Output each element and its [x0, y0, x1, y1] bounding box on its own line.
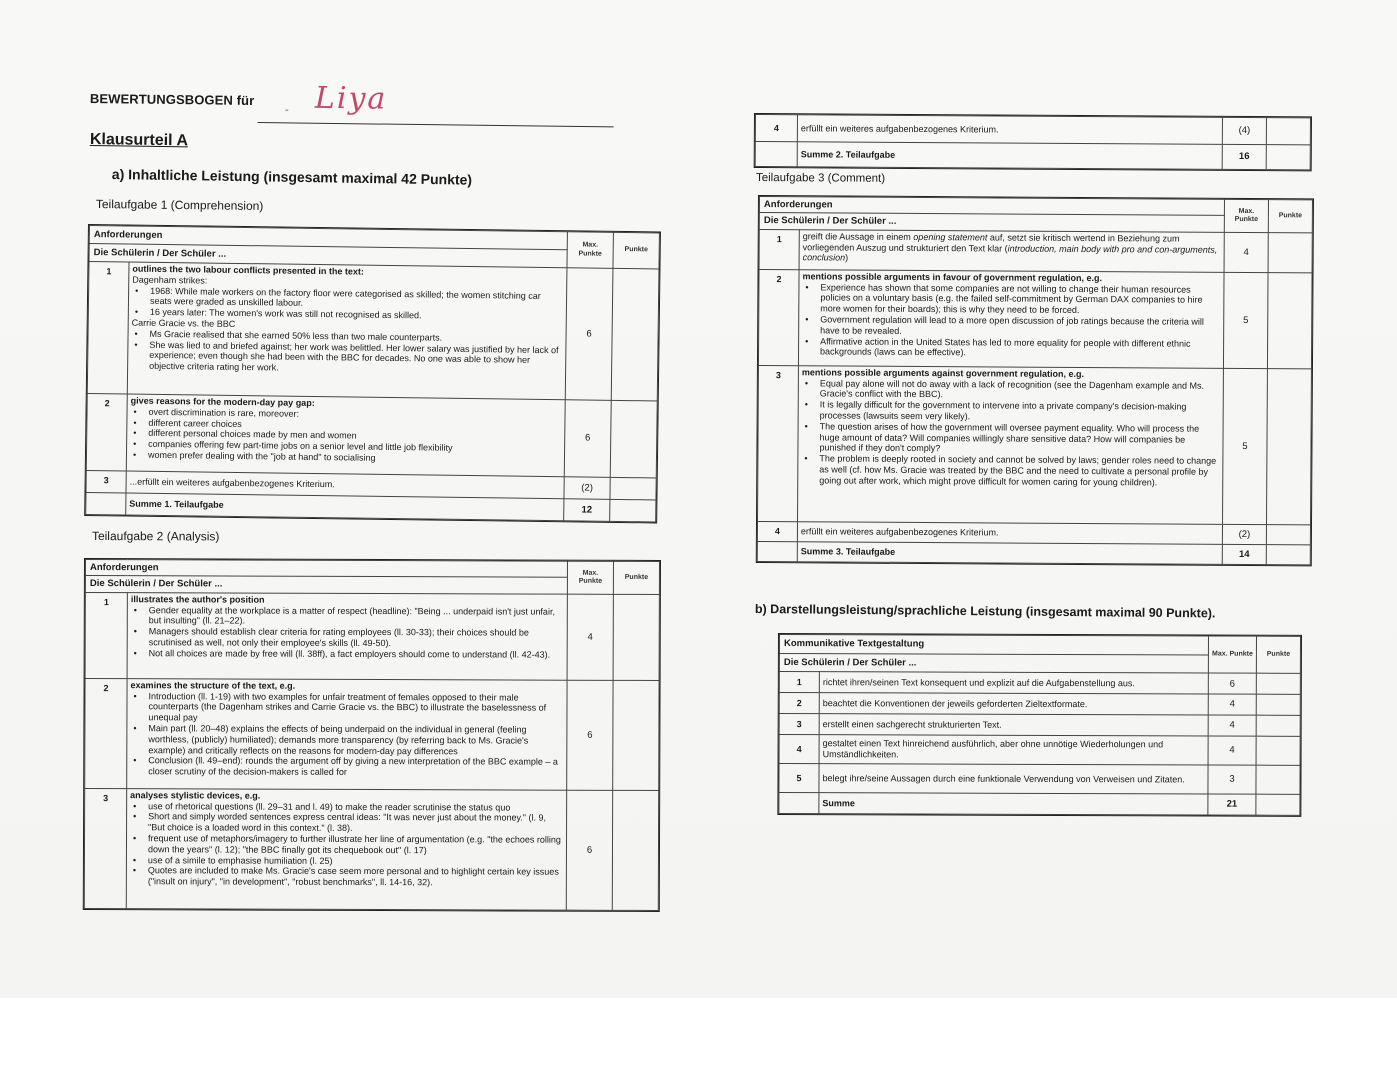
- points-cell: [610, 499, 656, 522]
- max-points: 4: [1208, 736, 1256, 765]
- criterion-text-part: auf, setzt sie kritisch wertend in Beziehung zum vorliegenden Auszug und strukturiert den Text klar (: [802, 232, 1180, 254]
- sum-value: 14: [1222, 544, 1266, 564]
- empty-cell: [755, 142, 797, 167]
- max-points: 4: [1208, 715, 1256, 736]
- criterion-text: beachtet die Konventionen der jeweils geforderten Zieltextformate.: [819, 693, 1208, 715]
- list-item: • Experience has shown that some companies are not willing to change their human resources policies on a voluntary basis (e.g. the failed self-commitment by German DAX companies to hire more women for their boards); this is why they need to be forced.: [802, 282, 1220, 317]
- list-item: • Main part (ll. 20–48) explains the effects of being underpaid on the individual in general (feeling worthless, (publicly) humiliated); demands more transparency (by referring back to Ms. Gracie's example) and critically reflects on the reasons for modern-day pay differences: [130, 723, 563, 757]
- list-item: • use of a simile to emphasise humiliation (l. 25): [130, 855, 563, 867]
- row-number: 4: [779, 734, 819, 763]
- row-number: 2: [758, 269, 799, 365]
- criterion-heading: examines the structure of the text, e.g.: [130, 679, 296, 691]
- list-item: • women prefer dealing with the "job at hand" to socialising: [130, 450, 561, 466]
- task3-table: [756, 195, 1314, 566]
- list-item: • Short and simply worded sentences express central ideas: "It was never just about the money." (l. 9, "But choice is a loaded word in this context." (l. 38).: [130, 812, 563, 835]
- task1-label-paren: (Comprehension): [170, 197, 264, 214]
- list-item: • Conclusion (ll. 49–end): rounds the argument off by giving a new interpretation of the BBC example – a closer scrutiny of the decision-makers is called for: [130, 756, 563, 779]
- punkte-header: Punkte: [1256, 636, 1300, 674]
- row-number: 3: [779, 714, 819, 735]
- row-number: 4: [757, 522, 797, 542]
- criterion-heading: outlines the two labour conflicts presented in the text:: [132, 263, 364, 277]
- section-b-heading: b) Darstellungsleistung/sprachliche Leistung (insgesamt maximal 90 Punkte).: [754, 602, 1216, 621]
- criterion-text: [798, 270, 1224, 369]
- empty-cell: [86, 492, 126, 515]
- row-number: 4: [755, 115, 797, 143]
- sum-label: Summe: [819, 793, 1208, 815]
- row-number: 1: [759, 229, 799, 269]
- criterion-list: [132, 285, 563, 323]
- points-cell: [1266, 545, 1310, 565]
- task2-table: [83, 558, 661, 912]
- form-title: BEWERTUNGSBOGEN für: [89, 90, 255, 109]
- punkte-header: Punkte: [613, 232, 659, 269]
- criterion-subheading: Dagenham strikes:: [132, 274, 208, 286]
- max-points: 5: [1223, 272, 1268, 368]
- empty-cell: [779, 793, 819, 814]
- max-points: (2): [1222, 524, 1266, 544]
- points-cell: [1256, 765, 1300, 794]
- points-cell: [613, 594, 659, 680]
- task2-continuation-table: [754, 113, 1312, 171]
- list-item: • different career choices: [130, 417, 561, 433]
- anforderungen-header: Anforderungen: [759, 197, 1224, 216]
- criterion-heading: gives reasons for the modern-day pay gap:: [130, 395, 315, 408]
- criterion-text: [799, 230, 1224, 273]
- schueler-header: Die Schülerin / Der Schüler ...: [759, 213, 1224, 232]
- anforderungen-header: Anforderungen: [85, 560, 567, 578]
- partb-table: [777, 633, 1302, 817]
- criterion-text: belegt ihre/seine Aussagen durch eine funktionale Verwendung von Verweisen und Zitaten.: [819, 764, 1208, 794]
- list-item: • Not all choices are made by free will (ll. 38ff), a fact employers should come to understand (ll. 42-43).: [131, 648, 564, 660]
- list-item: • different personal choices made by men and women: [130, 428, 561, 444]
- criterion-heading: mentions possible arguments in favour of government regulation, e.g.: [802, 271, 1103, 283]
- max-points: 3: [1208, 765, 1256, 794]
- criterion-list: [130, 801, 563, 889]
- header: [89, 80, 620, 117]
- list-item: • Gender equality at the workplace is a matter of respect (headline): "Being ... underpaid isn't just unfair, but insulting" (ll. 21–22).: [131, 605, 564, 628]
- criterion-text-italic: opening statement: [913, 231, 988, 243]
- max-punkte-header: Max. Punkte: [567, 561, 613, 594]
- task3-label: [756, 172, 885, 185]
- points-cell: [1267, 272, 1312, 368]
- max-points: (4): [1222, 117, 1266, 145]
- max-points: 6: [567, 680, 613, 790]
- list-item: • 16 years later: The women's work was still not recognised as skilled.: [132, 307, 563, 323]
- points-cell: [613, 680, 659, 790]
- section-a-heading: a) Inhaltliche Leistung (insgesamt maximal 42 Punkte): [111, 166, 473, 188]
- task3-label-text: Teilaufgabe 3: [755, 172, 825, 185]
- max-points: 4: [1208, 694, 1256, 715]
- points-cell: [610, 477, 656, 500]
- punkte-header: Punkte: [613, 561, 659, 594]
- task2-label-text: Teilaufgabe 2: [91, 529, 164, 544]
- list-item: • It is legally difficult for the government to intervene into a private company's decision-making processes (lawsuits seem very likely).: [802, 399, 1220, 423]
- sum-label: Summe 3. Teilaufgabe: [797, 542, 1222, 565]
- punkte-header: Punkte: [1268, 200, 1312, 233]
- task2-label-paren: (Analysis): [166, 529, 220, 544]
- criterion-heading: mentions possible arguments against government regulation, e.g.: [801, 367, 1085, 379]
- task1-table: [84, 224, 661, 523]
- criterion-text: [798, 366, 1224, 525]
- points-cell: [1256, 715, 1300, 736]
- points-cell: [610, 400, 657, 478]
- max-points: 5: [1222, 368, 1267, 524]
- criterion-text: erfüllt ein weiteres aufgabenbezogenes Kriterium.: [797, 115, 1222, 145]
- row-number: 1: [87, 262, 129, 394]
- anforderungen-header: Anforderungen: [89, 226, 567, 250]
- max-punkte-header: Max. Punkte: [567, 232, 613, 269]
- points-cell: [1256, 794, 1300, 815]
- criterion-text: [127, 678, 567, 790]
- points-cell: [612, 790, 658, 910]
- sum-label: Summe 1. Teilaufgabe: [126, 493, 564, 521]
- criterion-text: erfüllt ein weiteres aufgabenbezogenes Kriterium.: [797, 522, 1222, 545]
- list-item: • frequent use of metaphors/imagery to further illustrate her line of argumentation (e.g. "the echoes rolling down the years" (l. 12); "the BBC finally got its chequebook out" (l. 17): [130, 833, 563, 856]
- criterion-text: [126, 788, 566, 910]
- criterion-list: [801, 378, 1220, 489]
- task1-label: [96, 197, 264, 213]
- criterion-text: [126, 394, 565, 477]
- criterion-text: [127, 592, 567, 680]
- row-number: 3: [86, 470, 126, 493]
- criterion-list: [130, 691, 563, 779]
- list-item: • Equal pay alone will not do away with a lack of recognition (see the Dagenham example and Ms. Gracie's conflict with the BBC).: [802, 378, 1220, 402]
- row-number: 2: [85, 678, 127, 788]
- points-cell: [1266, 525, 1310, 545]
- criterion-text-italic: introduction, main body with pro and con-arguments, conclusion: [802, 243, 1218, 263]
- points-cell: [1256, 674, 1300, 695]
- list-item: • She was lied to and briefed against; her work was belittled. Her lower salary was justified by her lack of experience; even though she had been with the BBC for decades. No one was able to show her objective criteria rating her work.: [131, 339, 562, 377]
- sum-value: 16: [1222, 145, 1266, 170]
- criterion-text-part: ): [845, 252, 849, 263]
- points-cell: [1256, 694, 1300, 715]
- task2-label: [92, 529, 219, 543]
- criterion-list: [131, 605, 564, 660]
- max-points: (2): [564, 477, 610, 500]
- task3-label-paren: (Comment): [827, 172, 886, 185]
- row-number: 3: [758, 365, 799, 521]
- list-item: • The question arises of how the government will oversee payment equality. Who will process the huge amount of data? Will companies willingly share sensitive data? How will companies be punished if they don't comply?: [801, 421, 1219, 456]
- name-line: [258, 122, 614, 127]
- criterion-text: gestaltet einen Text hinreichend ausführlich, aber ohne unnötige Wiederholungen und Umständlichkeiten.: [819, 735, 1208, 765]
- empty-cell: [757, 542, 797, 562]
- criterion-heading: illustrates the author's position: [130, 593, 265, 605]
- max-points: 4: [1224, 232, 1268, 272]
- handwritten-dash: -: [284, 102, 289, 117]
- max-points: 6: [566, 790, 612, 910]
- points-cell: [1266, 368, 1311, 524]
- task1-label-text: Teilaufgabe 1: [95, 197, 168, 212]
- list-item: • companies offering few part-time jobs on a senior level and little job flexibility: [130, 439, 561, 455]
- list-item: • Quotes are included to make Ms. Gracie's case seem more personal and to highlight certain key issues ("insult on injury", "in development", "robust benchmarks", ll. 14-16, 32).: [130, 866, 563, 889]
- list-item: • overt discrimination is rare, moreover:: [130, 406, 561, 422]
- points-cell: [1256, 736, 1300, 765]
- max-punkte-header: Max. Punkte: [1208, 636, 1256, 674]
- max-points: 6: [564, 400, 611, 478]
- criterion-subheading: Carrie Gracie vs. the BBC: [131, 317, 236, 329]
- list-item: • use of rhetorical questions (ll. 29–31 and l. 49) to make the reader scrutinise the status quo: [130, 801, 563, 813]
- sum-value: 12: [564, 499, 610, 522]
- criterion-text: [127, 262, 567, 400]
- schueler-header: Die Schülerin / Der Schüler ...: [779, 653, 1208, 673]
- schueler-header: Die Schülerin / Der Schüler ...: [89, 244, 567, 268]
- schueler-header: Die Schülerin / Der Schüler ...: [85, 576, 567, 594]
- row-number: 2: [86, 394, 127, 471]
- row-number: 3: [84, 788, 126, 908]
- klausurteil-heading: Klausurteil A: [89, 131, 189, 150]
- max-points: 6: [1208, 673, 1256, 694]
- list-item: • Affirmative action in the United States has led to more equality for people with different ethnic backgrounds (laws can be effective).: [802, 336, 1220, 360]
- row-number: 2: [779, 693, 819, 714]
- max-punkte-header: Max. Punkte: [1224, 199, 1268, 232]
- points-cell: [611, 268, 659, 401]
- list-item: • Managers should establish clear criteria for rating employees (ll. 30-33); their choices should be scrutinised as well, not only their employee's skills (ll. 49-50).: [131, 626, 564, 649]
- list-item: • 1968: While male workers on the factory floor were categorised as skilled; the women stitching car seats were graded as unskilled labour.: [132, 285, 563, 312]
- criterion-list: [802, 282, 1220, 360]
- list-item: • Government regulation will lead to a more open discussion of job ratings because the criteria will have to be revealed.: [802, 314, 1220, 338]
- kommunikative-header: Kommunikative Textgestaltung: [779, 635, 1208, 655]
- points-cell: [1266, 145, 1310, 170]
- points-cell: [1268, 232, 1312, 272]
- sum-value: 21: [1208, 794, 1256, 815]
- row-number: 5: [779, 764, 819, 793]
- criterion-list: [131, 328, 563, 377]
- list-item: • Introduction (ll. 1-19) with two examples for unfair treatment of females opposed to their male counterparts (the Dagenham strikes and Carrie Gracie vs. the BBC) to illustrate the baselessness of unequal pay: [130, 691, 563, 725]
- student-name-handwriting: Liya: [314, 80, 388, 117]
- list-item: • The problem is deeply rooted in society and cannot be solved by laws; gender roles need to change as well (cf. how Ms. Gracie was treated by the BBC and the need to cultivate a personal profile by going out after work, which might prove difficult for women caring for young children).: [801, 453, 1219, 488]
- criterion-text: ...erfüllt ein weiteres aufgabenbezogenes Kriterium.: [126, 471, 564, 499]
- points-cell: [1266, 118, 1310, 146]
- sum-label: Summe 2. Teilaufgabe: [797, 142, 1222, 169]
- row-number: 1: [85, 592, 127, 678]
- list-item: • Ms Gracie realised that she earned 50% less than two male counterparts.: [131, 328, 562, 344]
- row-number: 1: [779, 672, 819, 693]
- max-points: 6: [565, 268, 613, 401]
- criterion-text-part: greift die Aussage in einem: [802, 231, 914, 242]
- criterion-text: richtet ihren/seinen Text konsequent und explizit auf die Aufgabenstellung aus.: [819, 672, 1208, 694]
- criterion-list: [130, 406, 562, 466]
- max-points: 4: [567, 594, 613, 680]
- criterion-text: erstellt einen sachgerecht strukturierten Text.: [819, 714, 1208, 736]
- criterion-heading: analyses stylistic devices, e.g.: [130, 789, 261, 801]
